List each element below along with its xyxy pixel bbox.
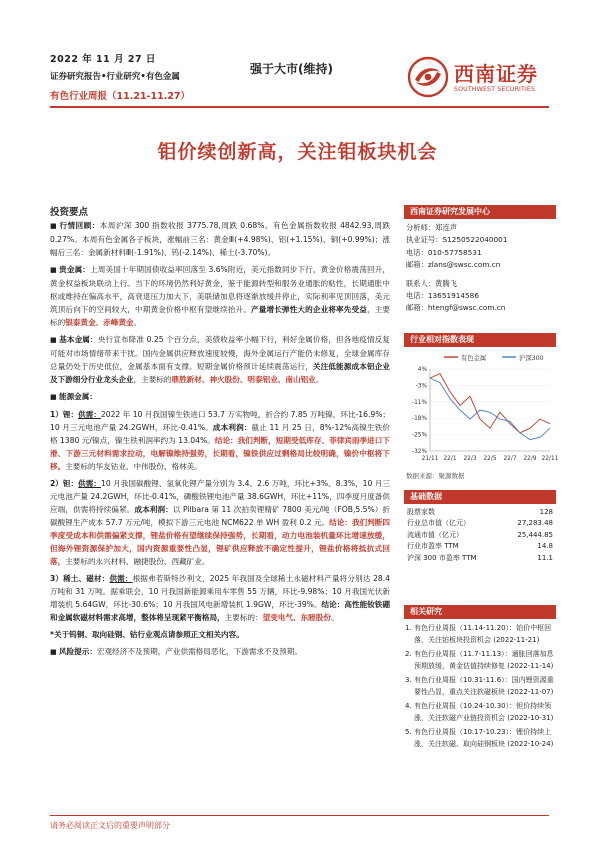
basic-data-label: 行业市盈率 TTM (407, 542, 459, 551)
table-row (404, 507, 556, 518)
series-line (430, 374, 550, 433)
header-divider (50, 106, 549, 108)
section-label: 投资要点 (50, 207, 89, 218)
logo-cn-text: 西南证券 (454, 62, 538, 86)
related-item-number: 4. (405, 702, 412, 710)
key-points (50, 219, 390, 663)
paragraph-label: 1）锂： (50, 410, 79, 419)
paragraph-text: 主要标的： (224, 613, 263, 622)
x-tick-label: 22/1 (443, 456, 457, 462)
x-tick-label: 22/9 (523, 456, 537, 462)
paragraph-label: 3）稀土、磁材： (50, 574, 110, 583)
paragraph-text: 。 (315, 375, 324, 384)
x-tick-label: 21/11 (421, 456, 439, 462)
paragraph-sublabel: 供需： (109, 574, 133, 583)
y-tick-label: -3% (415, 383, 427, 390)
basic-data-value: 128 (539, 508, 553, 516)
related-item-number: 2. (405, 650, 412, 658)
paragraph-text: 主要标的华友钴业、中伟股份、格林美。 (65, 462, 202, 471)
related-research-heading: 相关研究 (404, 605, 556, 619)
performance-heading: 行业相对指数表现 (404, 333, 556, 347)
basic-data-heading: 基础数据 (404, 490, 556, 504)
y-tick-label: -11% (412, 399, 427, 406)
table-row (404, 541, 556, 552)
basic-data-value: 25,444.85 (517, 530, 553, 539)
analyst-info-line: 电话：010-57758531 (406, 247, 482, 257)
paragraph-bold-text: 关注低能源成本铝企业及下游细分行业龙头企业 (50, 362, 391, 384)
paragraph-text: 根据弗若斯特沙利文，2025 年我国及全球稀土永磁材料产量将分别达 28.4 万吨和 31 万吨。据乘联会，10 月我国新能源乘用车零售 55 万辆，环比-9.98%；10 月我国光伏新增装机 5.64GW，环比-30.6%；10 月我国风电新增装机 1.9GW，环比-39%。 (50, 574, 390, 609)
analyst-info-line: 邮箱：zlans@swsc.com.cn (406, 260, 501, 270)
report-title: 钼价续创新高，关注钼板块机会 (157, 141, 438, 163)
related-research-item[interactable] (404, 675, 556, 698)
related-research-item[interactable] (404, 623, 556, 646)
key-point-paragraph (50, 219, 390, 259)
paragraph-label: 能源金属： (59, 392, 97, 401)
paragraph-bold-text: 结论：高性能钕铁硼和金属软磁材料需求高增，整体将呈现紧平衡格局， (50, 600, 391, 622)
x-tick-label: 22/11 (541, 456, 559, 462)
related-item-text: 有色行业周报（10.31-11.6）：国内锂资源重要性凸显，重点关注软磁板块 (2022-11-07) (414, 676, 554, 696)
footer-disclaimer: 请务必阅读正文后的重要声明部分 (50, 821, 170, 830)
paragraph-bold-text: 成本利润： (134, 505, 173, 514)
paragraph-text: ，主要标的 (133, 375, 172, 384)
analyst-info-line: 电话：13651914586 (406, 291, 479, 301)
bullet-icon: ■ (50, 336, 57, 344)
paragraph-text: 本周沪深 300 指数收报 3775.78,周跌 0.68%。有色金属指数收报 4842.93,周跌 0.27%。本周有色金属各子板块，涨幅前三名：黄金Ⅲ(+4.98%)、铝(+1.15%)、铜(+0.99%)；涨幅后三名：金属新材料Ⅲ(-1.91%)、钨(-2.14%)、稀土(-3.70%)。 (50, 221, 391, 257)
bullet-icon: ■ (50, 393, 57, 401)
paragraph-text: 10 月我国碳酸锂、氢氧化锂产量分别为 3.4、2.6 万吨，环比+3%、8.3%，10 月三元电池产量 24.2GWH，环比-0.41%，磷酸铁锂电池产量 38.6GWH，环比+11%，四季度月度备供应端，供需将持续偏紧。 (50, 479, 390, 514)
legend-label: 沪深300 (519, 355, 544, 362)
related-item-text: 有色行业周报（10.17-10.23）：锂价持续上涨，关注软磁、取向硅钢板块 (2022-10-24) (414, 728, 554, 748)
basic-data-label: 股票家数 (407, 508, 435, 516)
related-research-box (404, 605, 556, 753)
paragraph-label: 风险提示： (59, 647, 97, 656)
related-research-item[interactable] (404, 727, 556, 750)
basic-data-label: 流通市值（亿元） (407, 530, 463, 539)
table-row (404, 530, 556, 541)
report-date: 2022 年 11 月 27 日 (50, 54, 156, 65)
analyst-info-line: 联系人：黄腾飞 (406, 278, 458, 288)
y-tick-label: -32% (412, 449, 427, 455)
paragraph-text: 宏观经济不及预期，产业供需格局恶化，下游需求不及预期。 (96, 647, 302, 656)
key-point-paragraph (50, 408, 390, 473)
paragraph-text: 。 (330, 613, 339, 622)
basic-data-value: 11.1 (537, 553, 553, 562)
logo-mark-icon (407, 56, 449, 98)
paragraph-text: ，主要标的 (50, 305, 391, 327)
paragraph-label: 2）钽： (50, 479, 79, 488)
performance-chart-svg (404, 347, 559, 467)
report-type: 证券研究报告•行业研究•有色金属 (50, 72, 180, 82)
analyst-box (404, 205, 556, 315)
company-logo (407, 56, 557, 98)
related-research-item[interactable] (404, 701, 556, 724)
y-tick-label: -25% (412, 432, 427, 439)
key-point-paragraph (50, 263, 390, 329)
paragraph-text: 。 (133, 318, 142, 327)
rating: 强于大市(维持) (250, 62, 333, 76)
paragraph-label: 贵金属： (59, 265, 91, 274)
related-item-text: 有色行业周报（11.7-11.13）：通胀回落加息预期放缓，黄金估值持续修复 (2022-11-14) (414, 650, 554, 670)
footer-divider (50, 815, 549, 816)
paragraph-text: 央行宣布降准 0.25 个百分点，美债收益率小幅下行，利好金属价格，但各地疫情反复可能对市场情绪带来干扰。国内金属供应释放速度较慢，海外金属运行产能仍未修复，全球金属库存总量仍处于历史低位，金属基本面有支撑。短期金属价格预计延续震荡运行， (50, 335, 391, 371)
bullet-icon: ■ (50, 266, 57, 274)
paragraph-highlight: 结论：我们判断四季度受成本和供需偏紧支撑，锂盐价格有望继续保持强势，长期看，动力电池装机量环比增速放缓，但海外锂资源保护加大，国内资源重要性凸显，锂矿供应释放不确定性提升，锂盐价格将抵抗式回落， (50, 518, 390, 566)
paragraph-label: *关于钨铜、取向硅钢、钴行业观点请参照正文相关内容。 (50, 630, 244, 639)
chart-source: 数据来源：聚源数据 (406, 472, 465, 480)
related-item-text: 有色行业周报（11.14-11.20）：铂价中枢回落，关注铂板块投资机会 (2022-11-21) (414, 624, 552, 644)
key-point-paragraph (50, 628, 390, 641)
paragraph-label: 基本金属： (59, 335, 98, 344)
basic-data-label: 沪深 300 市盈率 TTM (407, 553, 477, 562)
logo-en-text: SOUTHWEST SECURITIES (454, 86, 536, 93)
performance-box (404, 333, 559, 480)
paragraph-highlight: 望变电气、东睦股份 (262, 613, 331, 622)
paragraph-text: 主要标的永兴材料、融捷股份、西藏矿业。 (65, 557, 210, 566)
paragraph-text: 截止 11 月 25 日，8%-12%高镍生铁价格 1380 元/镍点，镍生铁利润率约为 13.04%。 (50, 423, 390, 445)
y-tick-label: -18% (412, 416, 427, 423)
basic-data-value: 14.8 (537, 542, 553, 551)
analyst-info-line: 执业证号：S1250522040001 (406, 235, 508, 245)
basic-data-label: 行业总市值（亿元） (407, 519, 470, 528)
bullet-icon: ■ (50, 222, 57, 230)
x-tick-label: 22/7 (503, 456, 517, 462)
performance-chart (404, 347, 559, 467)
bullet-icon: ■ (50, 648, 57, 656)
analyst-info-line: 分析师：郑连声 (406, 223, 458, 232)
analyst-info-line: 邮箱：htengf@swsc.com.cn (406, 303, 506, 313)
table-row (404, 553, 556, 564)
key-point-paragraph (50, 333, 390, 386)
key-point-paragraph (50, 645, 390, 659)
related-research-item[interactable] (404, 649, 556, 672)
related-item-text: 有色行业周报（10.24-10.30）：钽价持续领涨，关注软磁产业链投资机会 (2022-10-31) (414, 702, 554, 722)
paragraph-highlight: 银泰黄金、赤峰黄金 (65, 318, 134, 327)
related-item-number: 1. (405, 624, 412, 632)
legend-label: 有色金属 (461, 355, 487, 362)
paragraph-text: 上周美国十年期国债收益率回落至 3.6%附近，美元指数同步下行，黄金价格震荡回升，黄金权益板块联动上行。当下的环境仍然利好黄金，鉴于能源转型和服务业通胀的粘性，长期通胀中枢或维持在偏高水平，高衰退压力加大下，美联储加息将逐渐放缓并停止，实际利率见顶回落，美元筑顶后向下的空间较大，中期黄金价格中枢有望继续抬升。 (50, 265, 391, 314)
table-row (404, 518, 556, 529)
paragraph-text: 2022 年 10 月我国镍生铁进口 53.7 万实物吨，折合约 7.85 万吨镍，环比-16.9%；10 月三元电池产量 24.2GWH，环比-0.41%。 (50, 410, 390, 432)
paragraph-sublabel: 供需： (78, 410, 101, 419)
paragraph-bold-text: 成本利润： (212, 423, 252, 432)
paragraph-highlight: 结论：我们判断，短期受低库存、菲律宾雨季进口下滑、下游三元材料需求拉动，电解镍维持强势，长期看，镍铁供应过剩格局比较明确，镍价中枢将下移。 (50, 436, 390, 471)
x-tick-label: 22/5 (483, 456, 497, 462)
paragraph-label: 行情回顾： (59, 221, 100, 230)
related-item-number: 5. (405, 728, 412, 736)
x-tick-label: 22/3 (463, 456, 477, 462)
basic-data-box (404, 490, 556, 564)
related-item-number: 3. (405, 676, 412, 684)
paragraph-sublabel: 供需： (78, 479, 102, 488)
key-point-paragraph (50, 572, 390, 624)
basic-data-table (404, 507, 556, 564)
paragraph-bold-text: 产量增长弹性大的企业将率先受益 (251, 305, 367, 314)
key-point-paragraph (50, 390, 390, 404)
y-tick-label: 4% (417, 367, 427, 373)
paragraph-highlight: 鼎胜新材、神火股份、明泰铝业、南山铝业 (171, 375, 316, 384)
key-point-paragraph (50, 477, 390, 568)
report-weekly-title: 有色行业周报（11.21-11.27） (50, 91, 191, 102)
paragraph-text: 以 Pilbara 第 11 次拍卖锂精矿 7800 美元/吨（FOB,5.5%）折碳酸锂生产成本 57.7 万元/吨，模拟下游三元电池 NCM622 单 WH 盈利 0.2 元。 (50, 505, 391, 527)
analyst-box-heading: 西南证券研究发展中心 (404, 205, 556, 219)
basic-data-value: 27,283.48 (517, 519, 553, 528)
